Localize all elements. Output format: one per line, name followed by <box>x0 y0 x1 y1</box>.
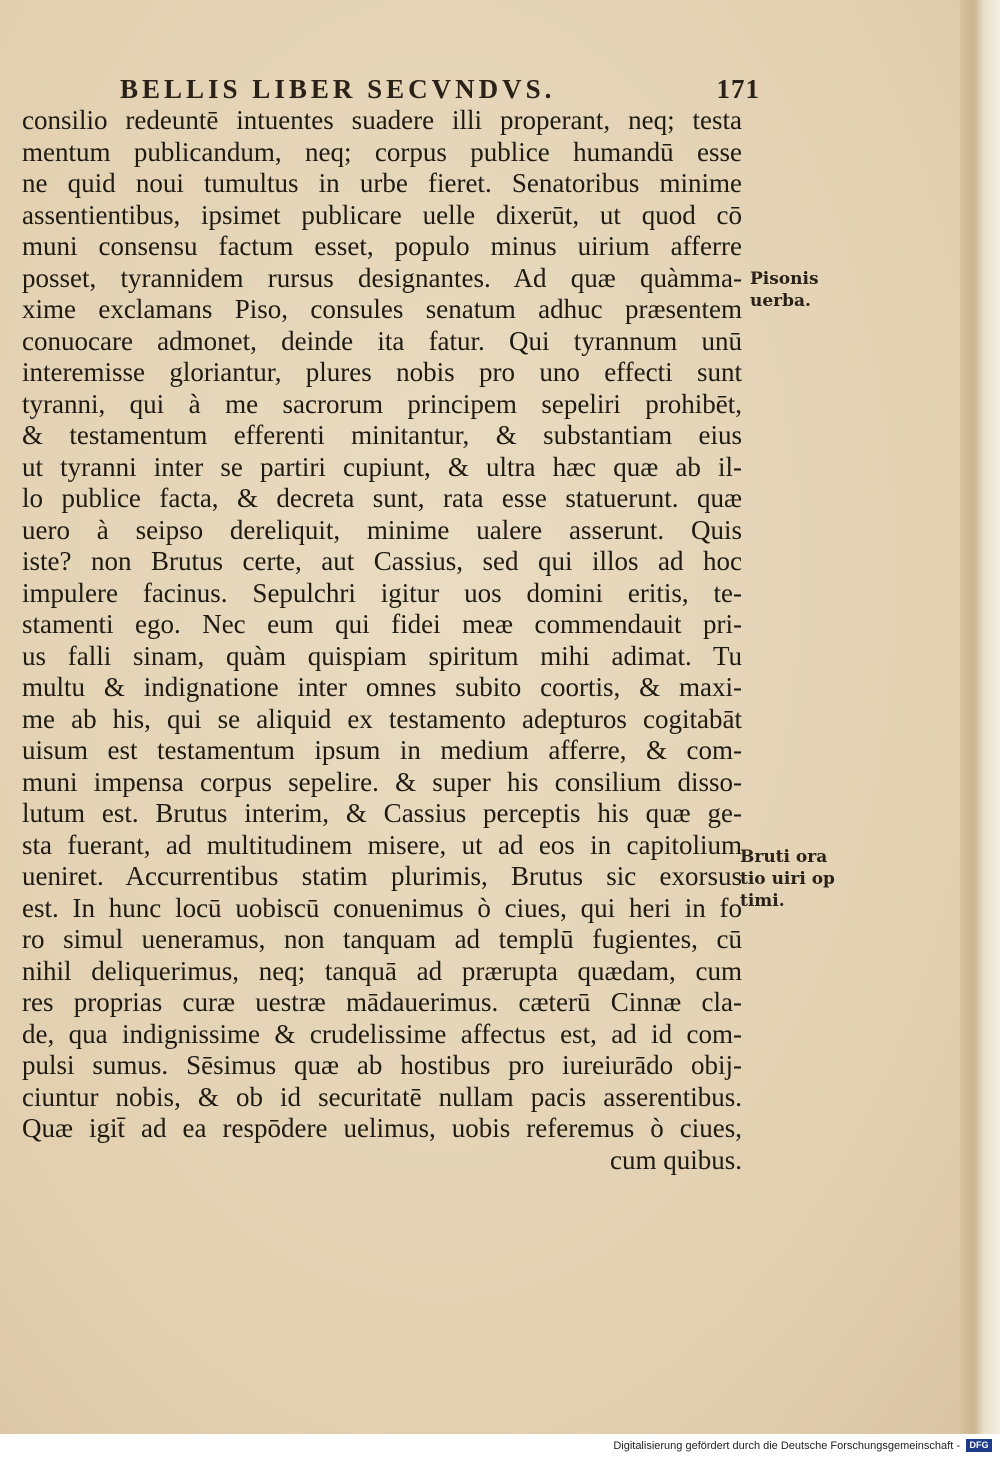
text-line: uisum est testamentum ipsum in medium afferre, & com- <box>22 735 742 765</box>
text-line: ro simul ueneramus, non tanquam ad templū fugientes, cū <box>22 924 742 954</box>
digitization-footer <box>0 1434 1000 1459</box>
text-line: & testamentum efferenti minitantur, & substantiam eius <box>22 420 742 450</box>
text-line: ut tyranni inter se partiri cupiunt, & ultra hæc quæ ab il- <box>22 451 742 482</box>
text-line: de, qua indignissime & crudelissime affectus est, ad id com- <box>22 1018 742 1049</box>
text-line: est. In hunc locū uobiscū conuenimus ò ciues, qui heri in fo <box>22 892 742 923</box>
marginal-line: timi. <box>740 891 785 911</box>
text-line: muni consensu factum esset, populo minus uirium afferre <box>22 231 742 261</box>
text-line: consilio redeuntē intuentes suadere illi properant, neq; testa <box>22 105 742 135</box>
text-line: pulsi sumus. Sēsimus quæ ab hostibus pro iureiurādo obij- <box>22 1050 742 1080</box>
text-line: xime exclamans Piso, consules senatum adhuc præsentem <box>22 294 742 324</box>
running-head-title: BELLIS LIBER SECVNDVS. <box>120 74 556 104</box>
footer-credit: Digitalisierung gefördert durch die Deutsche Forschungsgemeinschaft - <box>613 1440 960 1452</box>
text-line: impulere facinus. Sepulchri igitur uos domini eritis, te- <box>22 577 742 608</box>
text-line: cum quibus. <box>610 1144 742 1175</box>
text-line: mentum publicandum, neq; corpus publice humandū esse <box>22 136 742 167</box>
text-line: conuocare admonet, deinde ita fatur. Qui tyrannum unū <box>22 325 742 356</box>
text-line: lutum est. Brutus interim, & Cassius perceptis his quæ ge- <box>22 798 742 828</box>
text-line: muni impensa corpus sepelire. & super his consilium disso- <box>22 766 742 797</box>
text-line: multu & indignatione inter omnes subito coortis, & maxi- <box>22 672 742 702</box>
text-line: me ab his, qui se aliquid ex testamento adepturos cogitabāt <box>22 703 742 734</box>
text-line: us falli sinam, quàm quispiam spiritum mihi adimat. Tu <box>22 640 742 671</box>
page-edge-shadow <box>960 0 1000 1434</box>
bleed-through-marks <box>760 175 850 235</box>
marginal-line: tio uiri op <box>740 869 835 889</box>
text-line: uero à seipso dereliquit, minime ualere asserunt. Quis <box>22 514 742 545</box>
text-line: res proprias curæ uestræ mādauerimus. cæterū Cinnæ cla- <box>22 987 742 1017</box>
folio-number: 171 <box>716 74 760 104</box>
text-line: Quæ igit̄ ad ea respōdere uelimus, uobis referemus ò ciues, <box>22 1113 742 1143</box>
text-line: lo publice facta, & decreta sunt, rata esse statuerunt. quæ <box>22 483 742 513</box>
text-line: interemisse gloriantur, plures nobis pro uno effecti sunt <box>22 357 742 387</box>
text-line: assentientibus, ipsimet publicare uelle dixerūt, ut quod cō <box>22 199 742 230</box>
text-line: nihil deliquerimus, neq; tanquā ad prærupta quædam, cum <box>22 955 742 986</box>
dfg-logo: DFG <box>966 1439 992 1452</box>
text-line: ciuntur nobis, & ob id securitatē nullam pacis asserentibus. <box>22 1081 742 1112</box>
marginal-line: Pisonis <box>750 269 819 289</box>
text-line: stamenti ego. Nec eum qui fidei meæ commendauit pri- <box>22 609 742 639</box>
text-line: ne quid noui tumultus in urbe fieret. Senatoribus minime <box>22 168 742 198</box>
text-line: iste? non Brutus certe, aut Cassius, sed qui illos ad hoc <box>22 546 742 576</box>
marginal-line: Bruti ora <box>740 847 828 867</box>
body-text <box>22 105 742 1176</box>
marginal-line: uerba. <box>750 291 811 311</box>
text-line: ueniret. Accurrentibus statim plurimis, Brutus sic exorsus <box>22 861 742 891</box>
marginal-note-bruti <box>740 846 835 912</box>
text-line: sta fuerant, ad multitudinem misere, ut ad eos in capitolium <box>22 829 742 860</box>
text-line: posset, tyrannidem rursus designantes. Ad quæ quàmma- <box>22 262 742 293</box>
text-line: tyranni, qui à me sacrorum principem sepeliri prohibēt, <box>22 388 742 419</box>
marginal-note-pisonis <box>750 268 819 312</box>
